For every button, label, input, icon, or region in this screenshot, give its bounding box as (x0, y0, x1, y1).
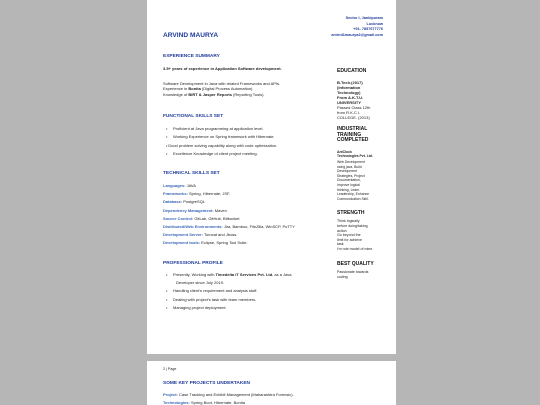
education-degree: B.Tech.(2017) (Information Technology) From A.K.T.U. UNIVERSITY (337, 80, 364, 105)
page-number: 2 | Page (163, 367, 177, 371)
functional-skills-list (163, 125, 277, 159)
candidate-name: ARVIND MAURYA (163, 32, 219, 39)
strength-heading: STRENGTH (337, 210, 365, 217)
professional-profile-list (163, 271, 292, 312)
experience-details: Software Development in Java with related Frameworks and APIs. Experience in Bonita (Digital Process Automation). Knowledge of BIRT & Jasper Reports (Reporting Tools). (163, 81, 281, 97)
experience-headline: 3.5+ years of experience in Application Software development. (163, 66, 282, 71)
best-quality-heading: BEST QUALITY (337, 261, 374, 268)
skill-row: Frameworks: Spring, Hibernate, JSF. (163, 191, 231, 197)
right-column (337, 68, 392, 280)
skill-row: Source Control: GitLab, GitHub, Bitbucket (163, 215, 240, 221)
list-item: • Excellence Knowledge of client project meeting. (163, 150, 277, 158)
list-item: • Proficient at Java programming at application level. (163, 125, 277, 133)
skill-row: Development Server: Tomcat and Jboss. (163, 232, 238, 238)
resume-page-2 (147, 361, 396, 405)
skill-row: Development tools: Eclipse, Spring Tool Suite. (163, 240, 248, 246)
skill-row: Distributed/Web Environments: Jira, Bamboo, FileZilla, WinSCP, PuTTY (163, 224, 295, 230)
technical-skills-list (163, 182, 295, 248)
training-description: Web Development using java, Build Development Strategies, Project Documentation, Improve logical thinking, Learn Leadership, Enhance Communication Skill. (337, 159, 370, 201)
skill-row: Dependency Management: Maven (163, 207, 227, 213)
list-item: • Handling client's requirement and analysis stuff. (163, 287, 292, 295)
best-quality-text: Passionate towards coding (337, 270, 369, 280)
phone-number: +91- 7897677776 (353, 27, 383, 32)
education-heading: EDUCATION (337, 68, 367, 74)
address-line: Sector I, Jankipuram (345, 16, 383, 20)
list-item: • Managing project deployment. (163, 304, 292, 312)
list-item: • Working Experience on Spring framework with Hibernate. (163, 133, 277, 141)
list-item: • Presently, Working with Timedelta IT Services Pvt. Ltd. as a Java (163, 271, 292, 279)
list-item: • Dealing with project's task with team members. (163, 296, 292, 304)
contact-block (331, 16, 383, 38)
technical-skills-heading: TECHNICAL SKILLS SET (163, 171, 220, 176)
education-details: Passed Class 12th from R.K.C.I. COLLEGE. (2013) (337, 105, 371, 120)
list-item: • Good problem solving capability along with code optimization. (163, 142, 277, 150)
address-line: Lucknow (366, 21, 383, 26)
strength-list: Think logically before doing/taking action Go beyond the limit for achieve task I'm role model of mine. (337, 219, 374, 251)
experience-summary-heading: EXPERIENCE SUMMARY (163, 54, 220, 59)
skill-row: Database: PostgreSQL (163, 199, 206, 205)
email-address[interactable]: arvind1maurya2@gmail.com (331, 32, 383, 37)
key-projects-heading: SOME KEY PROJECTS UNDERTAKEN (163, 381, 250, 386)
technologies-row: Technologies: Spring Boot, Hibernate, Bonita (163, 400, 245, 405)
professional-profile-heading: PROFESSIONAL PROFILE (163, 261, 223, 266)
functional-skills-heading: FUNCTIONAL SKILLS SET (163, 114, 224, 119)
resume-page-1 (147, 0, 396, 354)
list-item-continuation: Developer since July 2019. (176, 280, 225, 286)
skill-row: Languages: JAVA (163, 183, 196, 188)
training-company: AntClock Technologies Pvt. Ltd. (337, 149, 373, 159)
project-row: Project: Case Tracking and Exhibit Management (Maharashtra Forensic). (163, 392, 294, 397)
industrial-training-heading: INDUSTRIAL TRAINING COMPLETED (337, 126, 369, 144)
